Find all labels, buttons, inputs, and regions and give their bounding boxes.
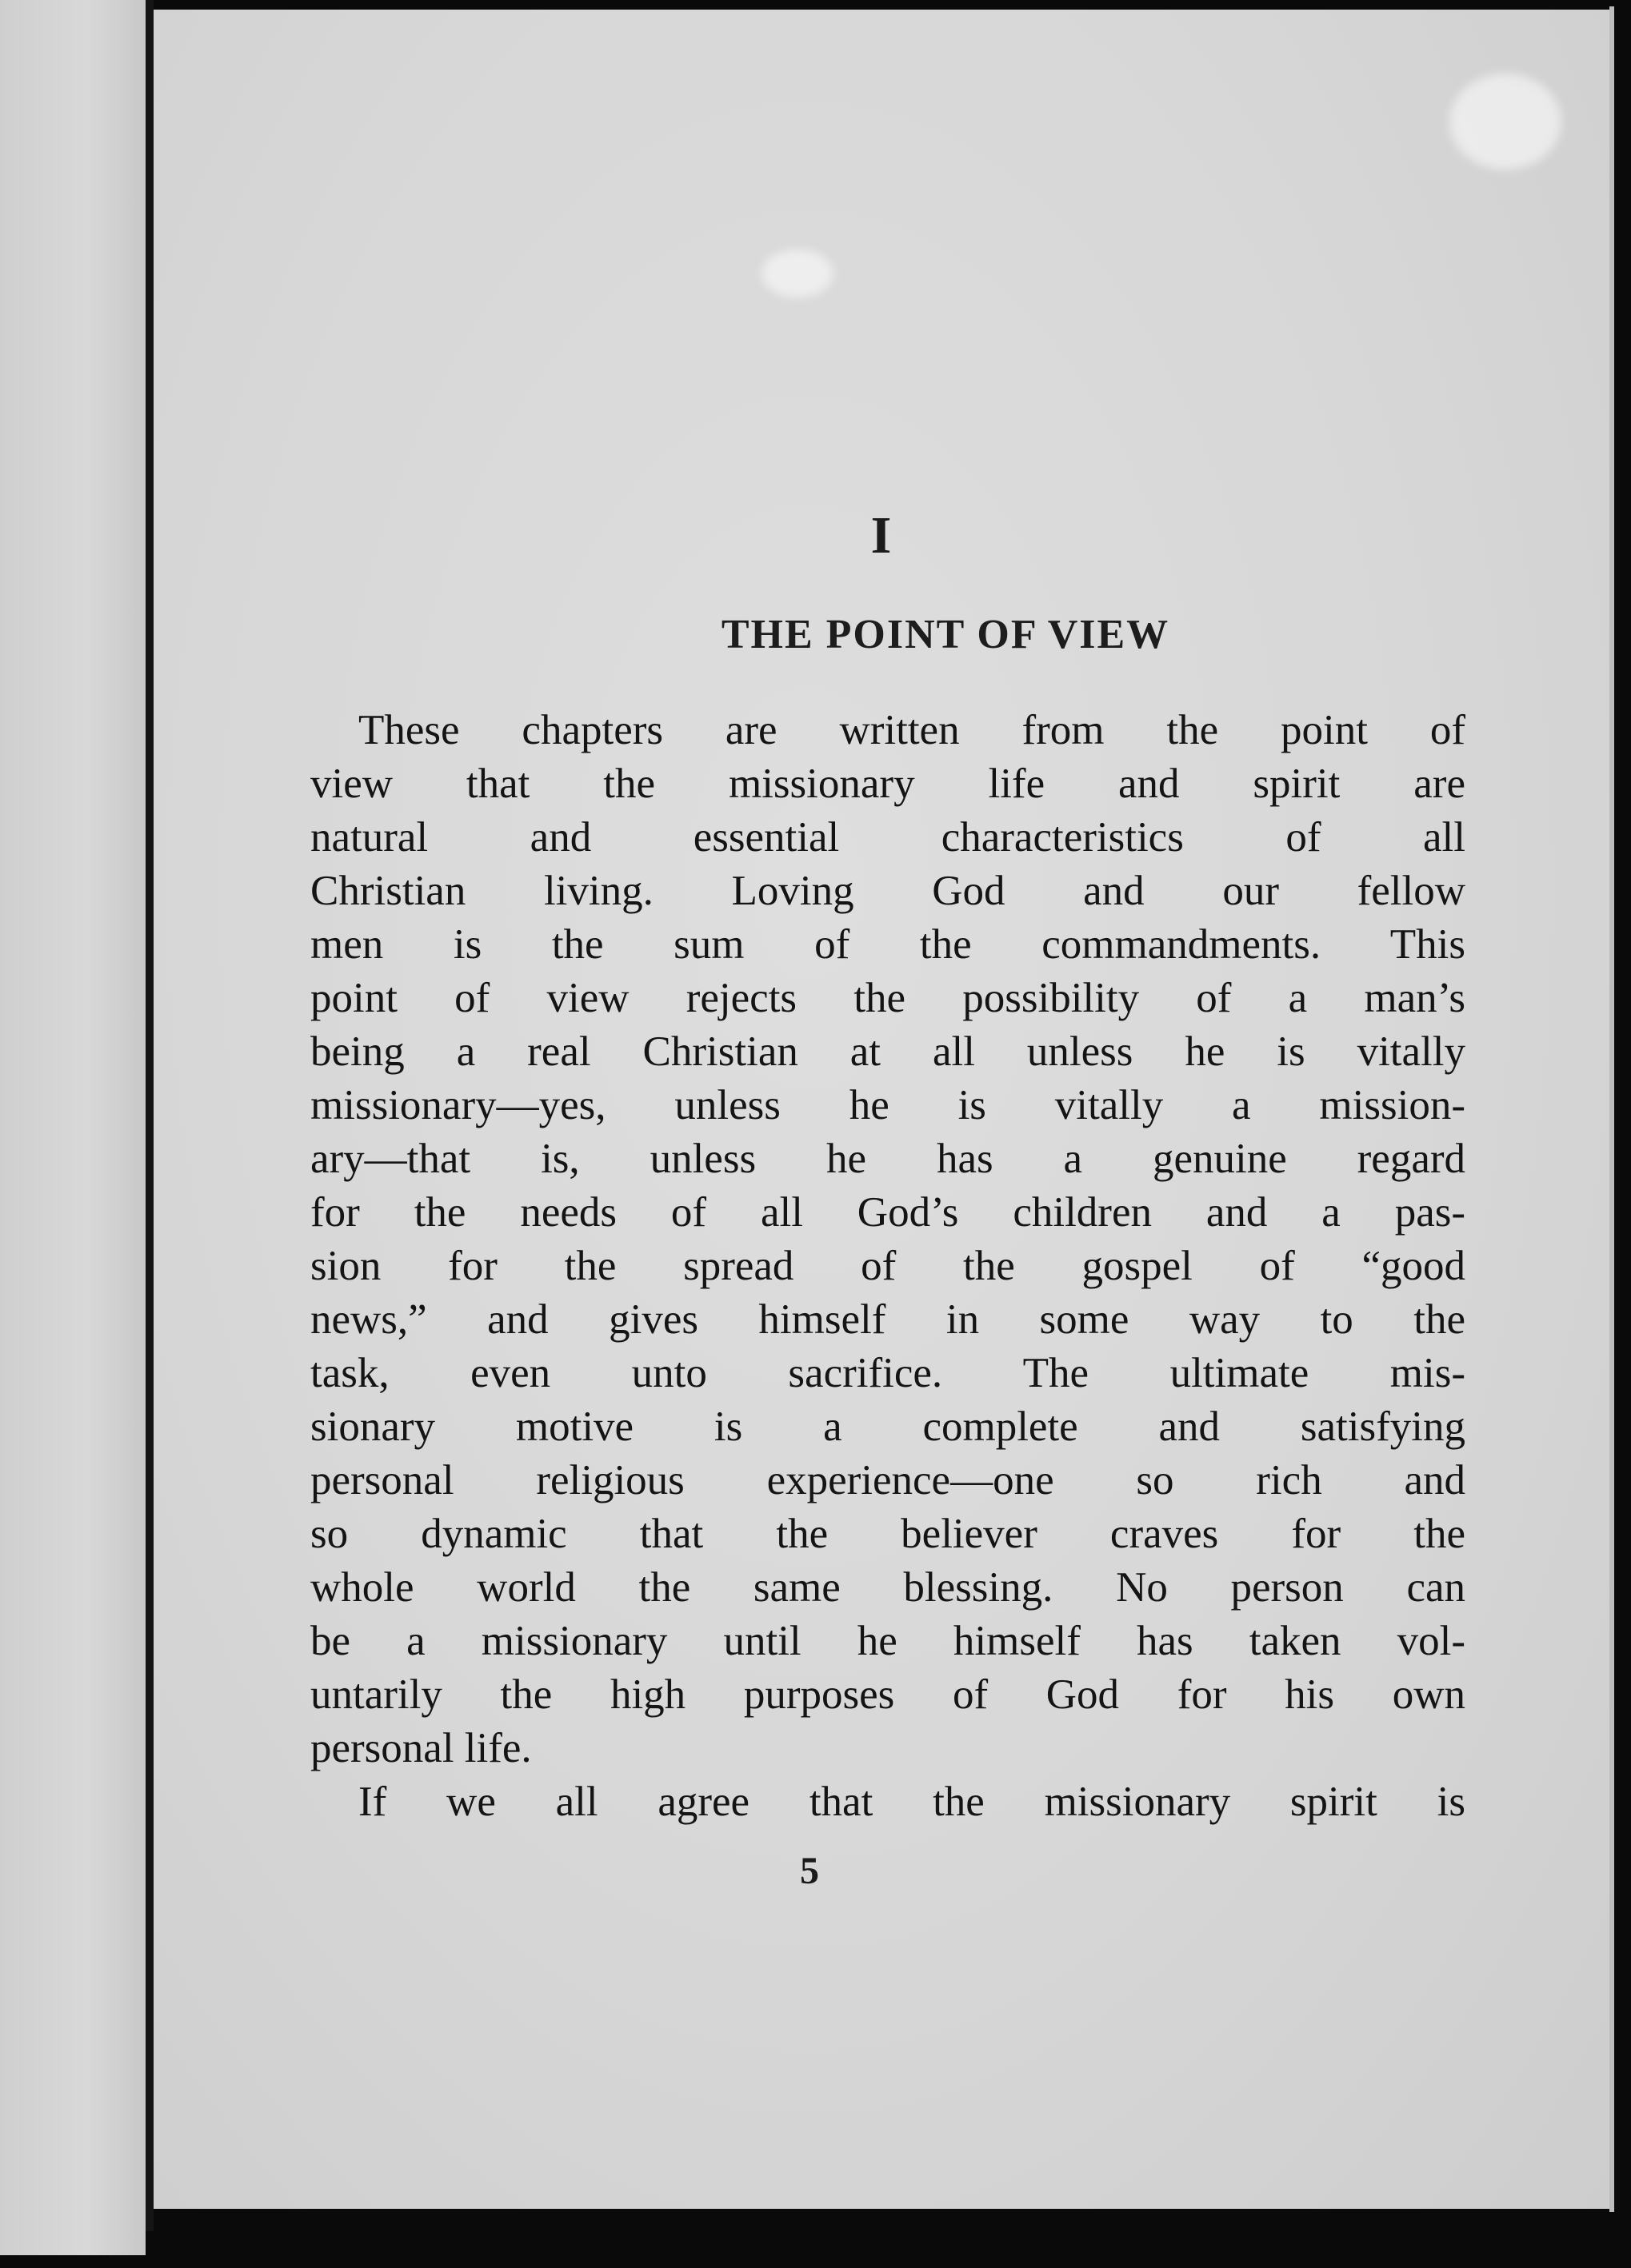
text-line: sion for the spread of the gospel of “good xyxy=(310,1243,1465,1289)
text-line: men is the sum of the commandments. This xyxy=(310,921,1465,968)
text-line: personal life. xyxy=(310,1725,532,1771)
paper-stain xyxy=(762,250,833,297)
body-text xyxy=(310,704,1465,1829)
left-page-edge xyxy=(0,0,146,2255)
text-line: whole world the same blessing. No person can xyxy=(310,1564,1465,1611)
text-line: be a missionary until he himself has taken vol- xyxy=(310,1618,1465,1664)
text-line: for the needs of all God’s children and a pas- xyxy=(310,1189,1465,1236)
text-line: untarily the high purposes of God for his own xyxy=(310,1671,1465,1718)
paper-stain xyxy=(1449,74,1561,170)
text-line: natural and essential characteristics of all xyxy=(310,814,1465,860)
chapter-title: THE POINT OF VIEW xyxy=(721,612,1170,657)
text-line: being a real Christian at all unless he is vitally xyxy=(310,1028,1465,1075)
page-right-edge xyxy=(1609,6,1614,2212)
page-number: 5 xyxy=(800,1850,819,1892)
text-line: ary—that is, unless he has a genuine regard xyxy=(310,1136,1465,1182)
text-line: If we all agree that the missionary spirit is xyxy=(358,1779,1465,1825)
text-line: point of view rejects the possibility of a man’s xyxy=(310,975,1465,1021)
text-line: sionary motive is a complete and satisfying xyxy=(310,1404,1465,1450)
text-line: so dynamic that the believer craves for the xyxy=(310,1511,1465,1557)
text-line: missionary—yes, unless he is vitally a mission- xyxy=(310,1082,1465,1128)
book-spine xyxy=(146,0,154,2231)
chapter-number: I xyxy=(870,506,893,565)
text-line: task, even unto sacrifice. The ultimate mis- xyxy=(310,1350,1465,1396)
text-line: These chapters are written from the point of xyxy=(358,707,1465,753)
text-line: Christian living. Loving God and our fellow xyxy=(310,868,1465,914)
text-line: personal religious experience—one so rich and xyxy=(310,1457,1465,1503)
book-page xyxy=(154,10,1609,2209)
text-line: view that the missionary life and spirit are xyxy=(310,761,1465,807)
text-line: news,” and gives himself in some way to the xyxy=(310,1296,1465,1343)
